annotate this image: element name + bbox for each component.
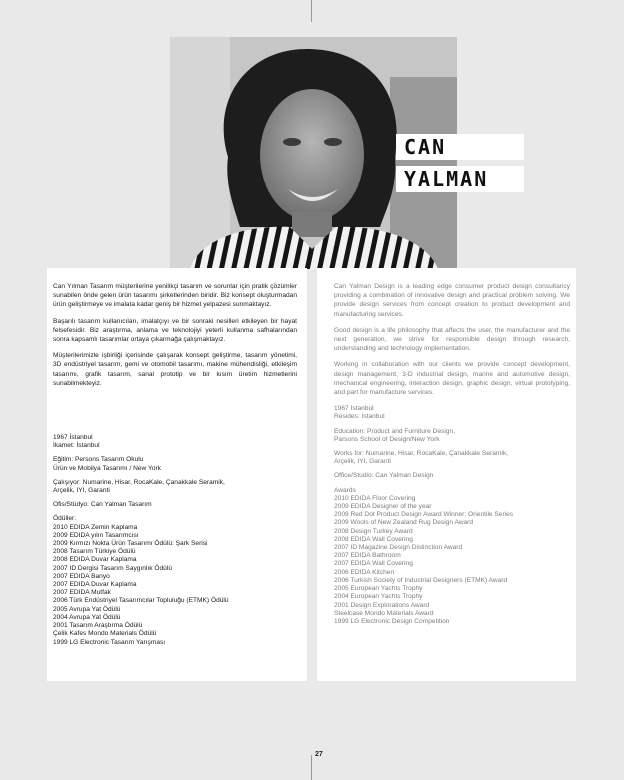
award-line: 1999 LG Electronic Design Competition — [334, 617, 450, 625]
award-line: 2004 European Yachts Trophy — [334, 593, 423, 601]
awards-tr — [53, 515, 297, 646]
award-line: 2008 Design Turkey Award — [334, 527, 413, 535]
info-line: Office/Studio: Can Yalman Design — [334, 472, 434, 480]
born-en — [334, 405, 570, 421]
award-line: 2007 EDIDA Banyo — [53, 572, 110, 580]
works-for-tr — [53, 479, 297, 495]
info-line: Ofis/Stüdyo: Can Yalman Tasarım — [53, 501, 152, 509]
info-line: Çalışıyor: Numarine, Hisar, RocaKale, Çanakkale Seramik, — [53, 478, 225, 486]
works-for-en — [334, 450, 570, 466]
award-line: 2001 Design Explorations Award — [334, 601, 430, 609]
award-line: 2007 EDIDA Wall Covering — [334, 560, 413, 568]
award-line: 2008 EDIDA Duvar Kaplama — [53, 556, 137, 564]
education-en — [334, 428, 570, 444]
bio-paragraph-tr-3: Müşterilerimizle işbirliği içerisinde çalışarak konsept geliştirme, tasarım yönetimi, 3D endüstriyel tasarım, gemi ve otomobil tasarımı, makine mühendisliği, etkileşim tasarımı, grafik tasarım, sanal prototip ve bir kısım üretim hizmetlerini sunabilmekteyiz. — [53, 352, 297, 387]
turkish-bio-panel — [47, 268, 307, 681]
award-line: 2007 EDIDA Duvar Kaplama — [53, 581, 137, 589]
english-bio-column — [334, 282, 570, 632]
award-line: 2006 EDIDA Kitchen — [334, 568, 395, 576]
bio-paragraph-en-1: Can Yalman Design is a leading edge consumer product design consultancy providing a combination of innovative design and practical problem solving. We provide design services from concept creation to product development and manufacturing services. — [334, 283, 570, 318]
award-line: 1999 LG Electronic Tasarım Yarışması — [53, 638, 166, 646]
info-line: Resides: Istanbul — [334, 413, 385, 421]
info-line: Eğitim: Persons Tasarım Okulu — [53, 456, 144, 464]
info-line: Parsons School of Design/New York — [334, 435, 440, 443]
born-tr — [53, 434, 297, 450]
award-line: 2009 EDIDA Designer of the year — [334, 503, 432, 511]
name-first: CAN — [396, 134, 524, 160]
award-line: 2005 Avrupa Yat Ödülü — [53, 605, 121, 613]
page-number: 27 — [315, 751, 323, 758]
bio-paragraph-en-3: Working in collaboration with our clients we provide concept development, design management, 3-D industrial design, marine and automotive design, mechanical engineering, interaction design, graphic design, virtual prototyping, and part for manufacture services. — [334, 361, 570, 397]
award-line: 2007 EDIDA Bathroom — [334, 552, 401, 560]
bio-paragraph-tr-1: Can Yılman Tasarım müşterilerine yenilikçi tasarım ve sorunlar için pratik çözümler sunabilen önde gelen ürün tasarımı şirketlerinden biridir. Biz konsept oluşturmadan ürün geliştirmeye ve imalata kadar geniş bir hizmet yelpazesi sunmaktayız. — [53, 283, 297, 309]
info-line: 1967 İstanbul — [53, 434, 93, 442]
award-line: Çelik Kafes Mondo Materials Ödülü — [53, 630, 157, 638]
award-line: Awards — [334, 486, 356, 494]
award-line: 2008 EDIDA Wall Covering — [334, 535, 413, 543]
info-line: Ürün ve Mobilya Tasarımı / New York — [53, 464, 161, 472]
award-line: 2007 EDIDA Mutfak — [53, 589, 111, 597]
info-line: 1967 Istanbul — [334, 405, 374, 413]
award-line: Ödüller: — [53, 515, 77, 523]
office-en — [334, 472, 570, 480]
award-line: 2009 Red Dot Product Design Award Winner: Orientile Series — [334, 511, 514, 519]
award-line: 2010 EDIDA Floor Covering — [334, 494, 416, 502]
award-line: 2008 Tasarım Türkiye Ödülü — [53, 548, 136, 556]
education-tr — [53, 456, 297, 472]
english-bio-panel — [317, 268, 576, 681]
award-line: 2009 EDIDA yılın Tasarımcısı — [53, 531, 139, 539]
award-line: 2004 Avrupa Yat Ödülü — [53, 613, 121, 621]
info-block-en — [334, 405, 570, 626]
award-line: 2010 EDIDA Zemin Kaplama — [53, 523, 138, 531]
name-last: YALMAN — [396, 166, 524, 192]
award-line: 2007 ID Dergisi Tasarım Saygınlık Ödülü — [53, 564, 172, 572]
award-line: 2006 Turkish Society of Industrial Designers (ETMK) Award — [334, 576, 508, 584]
crop-mark-top — [311, 0, 312, 22]
info-line: Works for: Numarine, Hisar, RocaKale, Çanakkale Seramik, — [334, 450, 508, 458]
award-line: 2009 Wools of New Zealand Rug Design Award — [334, 519, 474, 527]
office-tr — [53, 501, 297, 509]
info-line: Education: Product and Furniture Design, — [334, 427, 455, 435]
award-line: 2009 Kırmızı Nokta Ürün Tasarımı Ödülü: Şark Serisi — [53, 540, 208, 548]
info-line: Arçelik, IYI, Garanti — [53, 487, 110, 495]
bio-paragraph-tr-2: Başarılı tasarım kullanıcıları, imalatçıyı ve bir sonraki nesilleri etkileyen bir hayat felsefesidir. Biz araştırma, anlama ve teknolojiyi yeterli kullanma safhalarından sonra kapsamlı tasarımlar ortaya çıkarmağa çalışmaktayız. — [53, 317, 297, 344]
award-line: 2006 Türk Endüstriyel Tasarımcılar Topluluğu (ETMK) Ödülü — [53, 597, 229, 605]
info-line: Arçelik, IYI, Garanti — [334, 458, 391, 466]
award-line: Steelcase Mondo Materials Award — [334, 609, 434, 617]
award-line: 2001 Tasarım Araştırma Ödülü — [53, 622, 143, 630]
award-line: 2007 ID Magazine Design Distinction Award — [334, 544, 463, 552]
awards-en — [334, 487, 570, 626]
award-line: 2005 European Yachts Trophy — [334, 585, 423, 593]
bio-paragraph-en-2: Good design is a life philosophy that affects the user, the manufacturer and the next generation, we strive for responsible design through research, understanding and technology implementation. — [334, 326, 570, 353]
turkish-bio-column — [53, 282, 297, 653]
info-line: İkamet: İstanbul — [53, 442, 100, 450]
info-block-tr — [53, 434, 297, 647]
crop-mark-bottom — [311, 755, 312, 780]
